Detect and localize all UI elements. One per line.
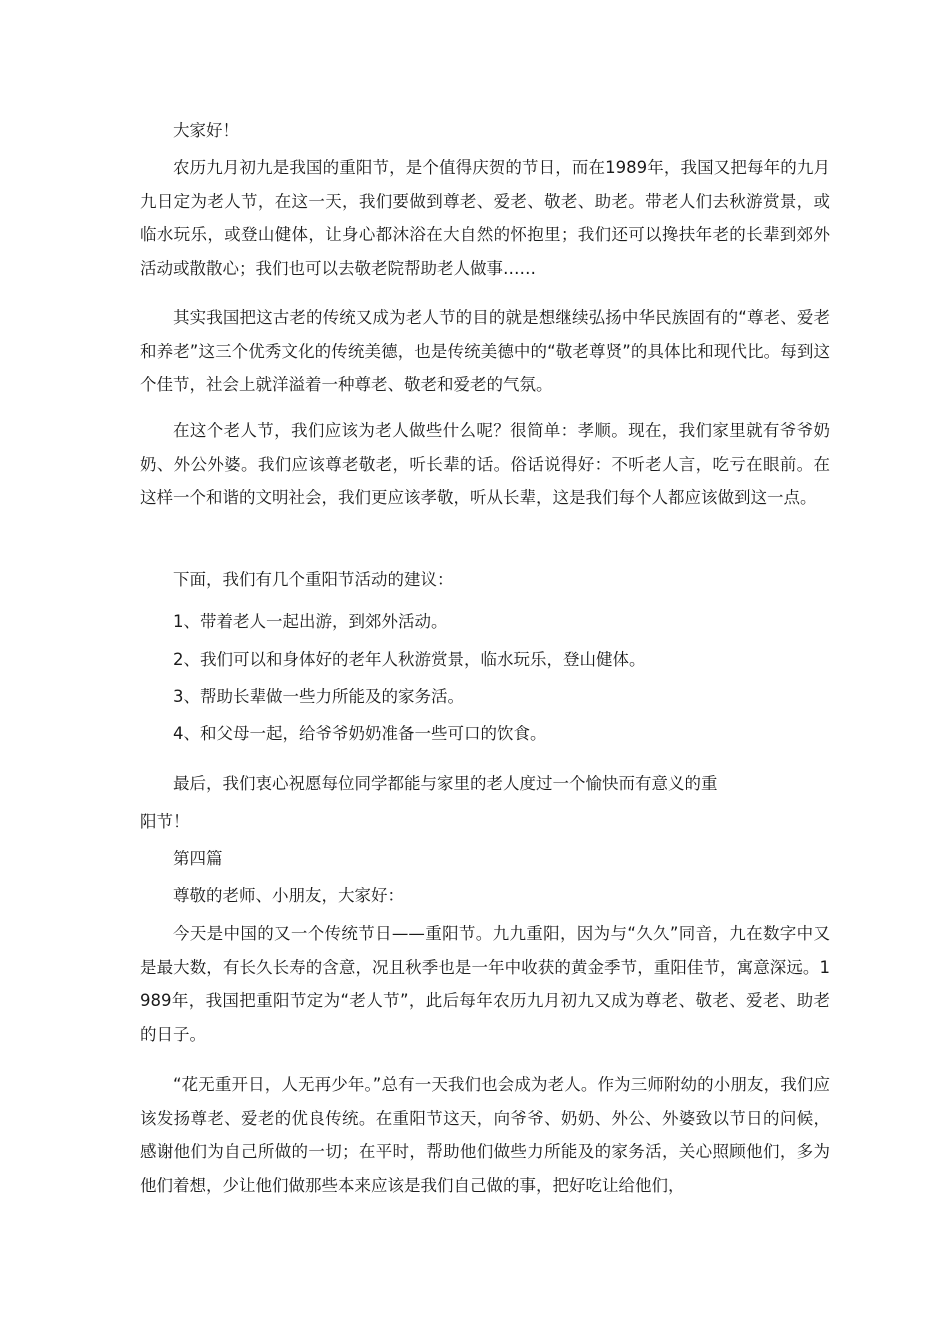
paragraph-2: 其实我国把这古老的传统又成为老人节的目的就是想继续弘扬中华民族固有的“尊老、爱老和养老”这三个优秀文化的传统美德，也是传统美德中的“敬老尊贤”的具体比和现代比。每到这个佳节，社会上就洋溢着一种尊老、敬老和爱老的气氛。 (140, 308, 830, 394)
suggestion-item: 4、和父母一起，给爷爷奶奶准备一些可口的饮食。 (173, 724, 547, 743)
paragraph-5: “花无重开日，人无再少年。”总有一天我们也会成为老人。作为三师附幼的小朋友，我们应该发扬尊老、爱老的优良传统。在重阳节这天，向爷爷、奶奶、外公、外婆致以节日的问候，感谢他们为自己所做的一切；在平时，帮助他们做些力所能及的家务活，关心照顾他们，多为他们着想，少让他们做那些本来应该是我们自己做的事，把好吃让给他们， (140, 1075, 830, 1195)
salutation: 尊敬的老师、小朋友，大家好： (173, 886, 404, 905)
suggestion-item: 3、帮助长辈做一些力所能及的家务活。 (173, 687, 464, 706)
suggestion-item: 1、带着老人一起出游，到郊外活动。 (173, 612, 448, 631)
paragraph-4: 今天是中国的又一个传统节日——重阳节。九九重阳，因为与“久久”同音，九在数字中又是最大数，有长久长寿的含意，况且秋季也是一年中收获的黄金季节，重阳佳节，寓意深远。1989年，我国把重阳节定为“老人节”，此后每年农历九月初九又成为尊老、敬老、爱老、助老的日子。 (140, 924, 830, 1044)
greeting: 大家好！ (173, 121, 239, 140)
paragraph-3: 在这个老人节，我们应该为老人做些什么呢？很简单：孝顺。现在，我们家里就有爷爷奶奶、外公外婆。我们应该尊老敬老，听长辈的话。俗话说得好：不听老人言，吃亏在眼前。在这样一个和谐的文明社会，我们更应该孝敬，听从长辈，这是我们每个人都应该做到这一点。 (140, 421, 830, 507)
suggestion-intro: 下面，我们有几个重阳节活动的建议： (173, 570, 454, 589)
suggestion-item: 2、我们可以和身体好的老年人秋游赏景，临水玩乐，登山健体。 (173, 650, 646, 669)
paragraph-1: 农历九月初九是我国的重阳节，是个值得庆贺的节日，而在1989年，我国又把每年的九月九日定为老人节，在这一天，我们要做到尊老、爱老、敬老、助老。带老人们去秋游赏景，或临水玩乐，或登山健体，让身心都沐浴在大自然的怀抱里；我们还可以搀扶年老的长辈到郊外活动或散散心；我们也可以去敬老院帮助老人做事…… (140, 158, 830, 278)
closing-line-1: 最后，我们衷心祝愿每位同学都能与家里的老人度过一个愉快而有意义的重 (173, 774, 718, 793)
section-title: 第四篇 (173, 849, 223, 868)
closing-line-2: 阳节！ (140, 812, 190, 831)
